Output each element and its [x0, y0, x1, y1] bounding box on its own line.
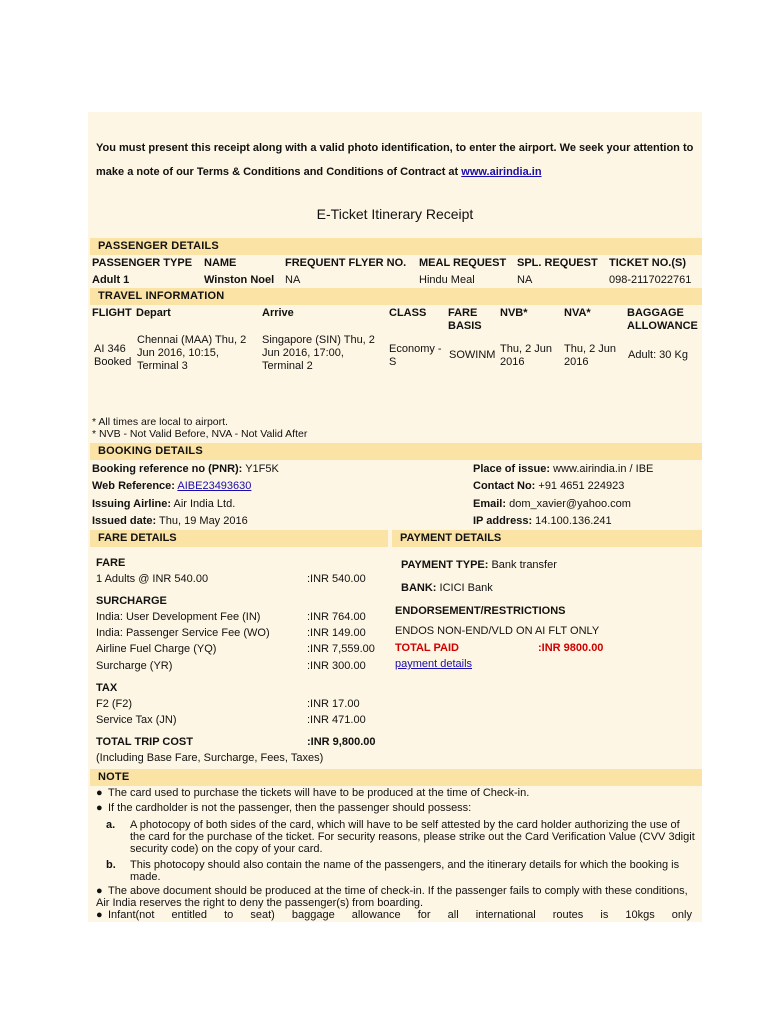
contact-no-row: Contact No: +91 4651 224923 — [473, 480, 625, 492]
issuing-airline-row: Issuing Airline: Air India Ltd. — [92, 498, 236, 510]
col-class: CLASS — [389, 307, 427, 319]
e-ticket-receipt — [88, 112, 702, 922]
note-item: ● Infant(not entitled to seat) baggage allowance for all international routes is 10kgs only — [96, 909, 692, 921]
nvb-value: Thu, 2 Jun 2016 — [500, 343, 552, 368]
fare-title: FARE — [96, 557, 126, 569]
col-passenger-type: PASSENGER TYPE — [92, 257, 193, 269]
total-trip-cost-amount: :INR 9,800.00 — [307, 736, 376, 748]
airindia-link[interactable]: www.airindia.in — [461, 166, 542, 178]
arrive-value: Singapore (SIN) Thu, 2 Jun 2016, 17:00, Terminal 2 — [262, 334, 375, 372]
total-paid-label: TOTAL PAID — [395, 642, 459, 654]
ip-address-row: IP address: 14.100.136.241 — [473, 515, 612, 527]
frequent-flyer-value: NA — [285, 274, 301, 286]
col-nvb: NVB* — [500, 307, 528, 319]
flight-value: AI 346 Booked — [94, 343, 132, 368]
endorsement-title: ENDORSEMENT/RESTRICTIONS — [395, 605, 566, 617]
ticket-no-value: 098-2117022761 — [609, 274, 692, 286]
issued-date-row: Issued date: Thu, 19 May 2016 — [92, 515, 248, 527]
bank-row: BANK: ICICI Bank — [401, 582, 493, 594]
surcharge-label: India: User Development Fee (IN) — [96, 611, 261, 623]
endorsement-text: ENDOS NON-END/VLD ON AI FLT ONLY — [395, 625, 600, 637]
col-meal-request: MEAL REQUEST — [419, 257, 507, 269]
pnr-value: Y1F5K — [245, 463, 279, 475]
note-sub-item: a. A photocopy of both sides of the card, which will have to be self attested by the card holder authorizing the use of the card for the purchase of the ticket. For security reasons, please strike out the Card Verification Value (CVV 3digit security code) on the copy of your card. — [106, 819, 695, 855]
col-arrive: Arrive — [262, 307, 294, 319]
footnote-nvb-nva: * NVB - Not Valid Before, NVA - Not Valid After — [92, 428, 308, 440]
note-header: NOTE — [90, 769, 702, 786]
col-depart: Depart — [136, 307, 171, 319]
col-frequent-flyer: FREQUENT FLYER NO. — [285, 257, 407, 269]
tax-label: Service Tax (JN) — [96, 714, 177, 726]
tax-label: F2 (F2) — [96, 698, 133, 710]
note-item: ● The above document should be produced at the time of check-in. If the passenger fails to comply with these conditions, Air India reserves the right to deny the passenger(s) from boarding. — [96, 885, 688, 909]
fare-amount: :INR 540.00 — [307, 573, 366, 585]
surcharge-title: SURCHARGE — [96, 595, 167, 607]
surcharge-amount: :INR 7,559.00 — [307, 643, 375, 655]
col-ticket-no: TICKET NO.(S) — [609, 257, 686, 269]
note-item: ● The card used to purchase the tickets will have to be produced at the time of Check-in. — [96, 787, 530, 799]
place-of-issue-row: Place of issue: www.airindia.in / IBE — [473, 463, 654, 475]
web-reference-link[interactable]: AIBE23493630 — [177, 480, 252, 492]
passenger-type-value: Adult 1 — [92, 274, 130, 286]
payment-details-link[interactable]: payment details — [395, 658, 473, 670]
fare-basis-value: SOWINM — [449, 349, 496, 361]
class-value: Economy - S — [389, 343, 442, 368]
booking-details-header: BOOKING DETAILS — [90, 443, 702, 460]
col-nva: NVA* — [564, 307, 591, 319]
bullet-icon: ● — [96, 787, 103, 799]
payment-type-row: PAYMENT TYPE: Bank transfer — [401, 559, 557, 571]
bullet-icon: ● — [96, 885, 103, 897]
tax-amount: :INR 17.00 — [307, 698, 360, 710]
bullet-icon: ● — [96, 802, 103, 814]
fare-line: 1 Adults @ INR 540.00 — [96, 573, 209, 585]
note-sub-item: b. This photocopy should also contain the name of the passengers, and the itinerary details for which the booking is made. — [106, 859, 680, 883]
col-spl-request: SPL. REQUEST — [517, 257, 598, 269]
bullet-icon: ● — [96, 909, 103, 921]
total-trip-cost-label: TOTAL TRIP COST — [96, 736, 193, 748]
tax-title: TAX — [96, 682, 118, 694]
surcharge-amount: :INR 149.00 — [307, 627, 366, 639]
col-name: NAME — [204, 257, 237, 269]
col-baggage: BAGGAGE ALLOWANCE — [627, 307, 698, 332]
surcharge-amount: :INR 300.00 — [307, 660, 366, 672]
pnr-row: Booking reference no (PNR): Y1F5K — [92, 463, 279, 475]
web-reference-row: Web Reference: AIBE23493630 — [92, 480, 252, 492]
baggage-value: Adult: 30 Kg — [628, 349, 688, 361]
surcharge-label: Airline Fuel Charge (YQ) — [96, 643, 217, 655]
footnote-local-time: * All times are local to airport. — [92, 416, 228, 428]
page-title: E-Ticket Itinerary Receipt — [316, 206, 474, 222]
total-trip-cost-note: (Including Base Fare, Surcharge, Fees, Taxes) — [96, 752, 324, 764]
passenger-details-header: PASSENGER DETAILS — [90, 238, 702, 255]
depart-value: Chennai (MAA) Thu, 2 Jun 2016, 10:15, Terminal 3 — [137, 334, 247, 372]
col-fare-basis: FARE BASIS — [448, 307, 482, 332]
surcharge-label: Surcharge (YR) — [96, 660, 173, 672]
tax-amount: :INR 471.00 — [307, 714, 366, 726]
passenger-name-value: Winston Noel — [204, 274, 275, 286]
intro-text: You must present this receipt along with a valid photo identification, to enter the airport. We seek your attention to make a note of our Terms & Conditions and Conditions of Contract at www.airindia.in — [96, 142, 694, 178]
spl-request-value: NA — [517, 274, 533, 286]
total-paid-amount: :INR 9800.00 — [538, 642, 604, 654]
surcharge-amount: :INR 764.00 — [307, 611, 366, 623]
col-flight: FLIGHT — [92, 307, 132, 319]
surcharge-label: India: Passenger Service Fee (WO) — [96, 627, 270, 639]
meal-request-value: Hindu Meal — [419, 274, 475, 286]
fare-details-header: FARE DETAILS — [90, 530, 388, 547]
nva-value: Thu, 2 Jun 2016 — [564, 343, 616, 368]
note-item: ● If the cardholder is not the passenger, then the passenger should possess: — [96, 802, 472, 814]
email-row: Email: dom_xavier@yahoo.com — [473, 498, 631, 510]
travel-information-header: TRAVEL INFORMATION — [90, 288, 702, 305]
payment-details-header: PAYMENT DETAILS — [392, 530, 702, 547]
